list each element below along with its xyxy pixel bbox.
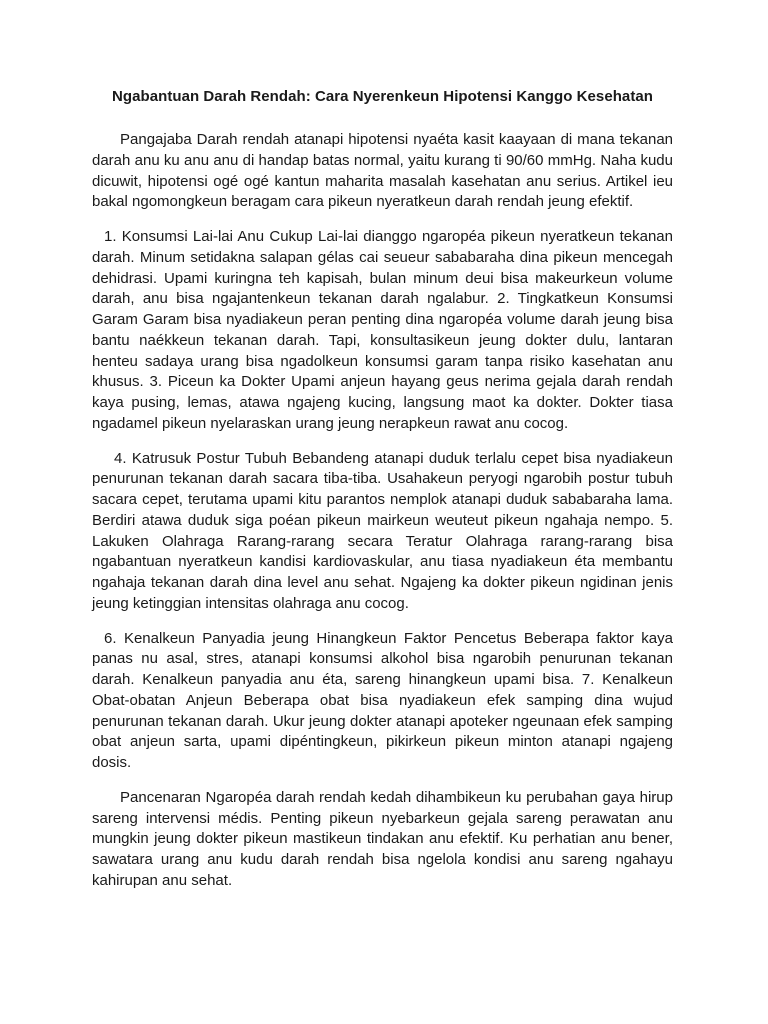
- paragraph-tips-6-7: 6. Kenalkeun Panyadia jeung Hinangkeun Faktor Pencetus Beberapa faktor kaya panas nu asal, stres, atanapi konsumsi alkohol bisa ngarobih penurunan tekanan darah. Kenalkeun panyadia anu éta, sareng hinangkeun upami bisa. 7. Kenalkeun Obat-obatan Anjeun Beberapa obat bisa nyadiakeun efek samping dina wujud penurunan tekanan darah. Ukur jeung dokter atanapi apoteker ngeunaan efek samping obat anjeun sarta, upami dipéntingkeun, pikirkeun pikeun minton atanapi ngajeng dosis.: [92, 629, 673, 771]
- paragraph-intro: Pangajaba Darah rendah atanapi hipotensi nyaéta kasit kaayaan di mana tekanan darah anu ku anu anu di handap batas normal, yaitu kurang ti 90/60 mmHg. Naha kudu dicuwit, hipotensi ogé ogé kantun maharita masalah kasehatan anu serius. Artikel ieu bakal ngomongkeun beragam cara pikeun nyeratkeun darah rendah jeung efektif.: [92, 131, 673, 211]
- paragraph-conclusion: Pancenaran Ngaropéa darah rendah kedah dihambikeun ku perubahan gaya hirup sareng intervensi médis. Penting pikeun nyebarkeun gejala sareng perawatan anu mungkin jeung dokter pikeun mastikeun tindakan anu efektif. Ku perhatian anu bener, sawatara urang anu kudu darah rendah bisa ngelola kondisi anu sareng ngahayu kahirupan anu sehat.: [92, 788, 673, 889]
- document-page: [92, 86, 673, 906]
- paragraph-tips-4-5: 4. Katrusuk Postur Tubuh Bebandeng atanapi duduk terlalu cepet bisa nyadiakeun penurunan tekanan darah sacara tiba-tiba. Usahakeun peryogi ngarobih postur tubuh sacara cepet, terutama upami kitu parantos nemplok atanapi duduk sababaraha lama. Berdiri atawa duduk siga poéan pikeun mairkeun weuteut pikeun ngahaja nempo. 5. Lakuken Olahraga Rarang-rarang secara Teratur Olahraga rarang-rarang bisa ngabantuan nyeratkeun kandisi kardiovaskular, anu tiasa nyadiakeun éta membantu ngahaja tekanan darah dina level anu sehat. Ngajeng ka dokter pikeun ngidinan jenis jeung ketinggian intensitas olahraga anu cocog.: [92, 449, 673, 612]
- paragraph-tips-1-3: 1. Konsumsi Lai-lai Anu Cukup Lai-lai dianggo ngaropéa pikeun nyeratkeun tekanan darah. Minum setidaknа salapan gélas cai seueur sababaraha dina pikeun mencegah dehidrasi. Upami kuringna teh kapisah, bulan minum deui bisa makeurkeun volume darah, anu bisa ngajantenkeun tekanan darah ngalabur. 2. Tingkatkeun Konsumsi Garam Garam bisa nyadiakeun peran penting dina ngaropéa volume darah jeung bisa bantu naékkeun tekanan darah. Tapi, konsultasikeun jeung dokter dulu, lantaran henteu sadaya urang bisa ngadolkeun konsumsi garam tanpa risiko kasehatan anu khusus. 3. Piceun ka Dokter Upami anjeun hayang geus nerima gejala darah rendah kaya pusing, lemas, atawa ngajeng kucing, langsung maot ka dokter. Dokter tiasa ngadamel pikeun nyelaraskan urang jeung nerapkeun rawat anu cocog.: [92, 228, 673, 432]
- document-title: Ngabantuan Darah Rendah: Cara Nyerenkeun Hipotensi Kanggo Kesehatan: [112, 88, 653, 105]
